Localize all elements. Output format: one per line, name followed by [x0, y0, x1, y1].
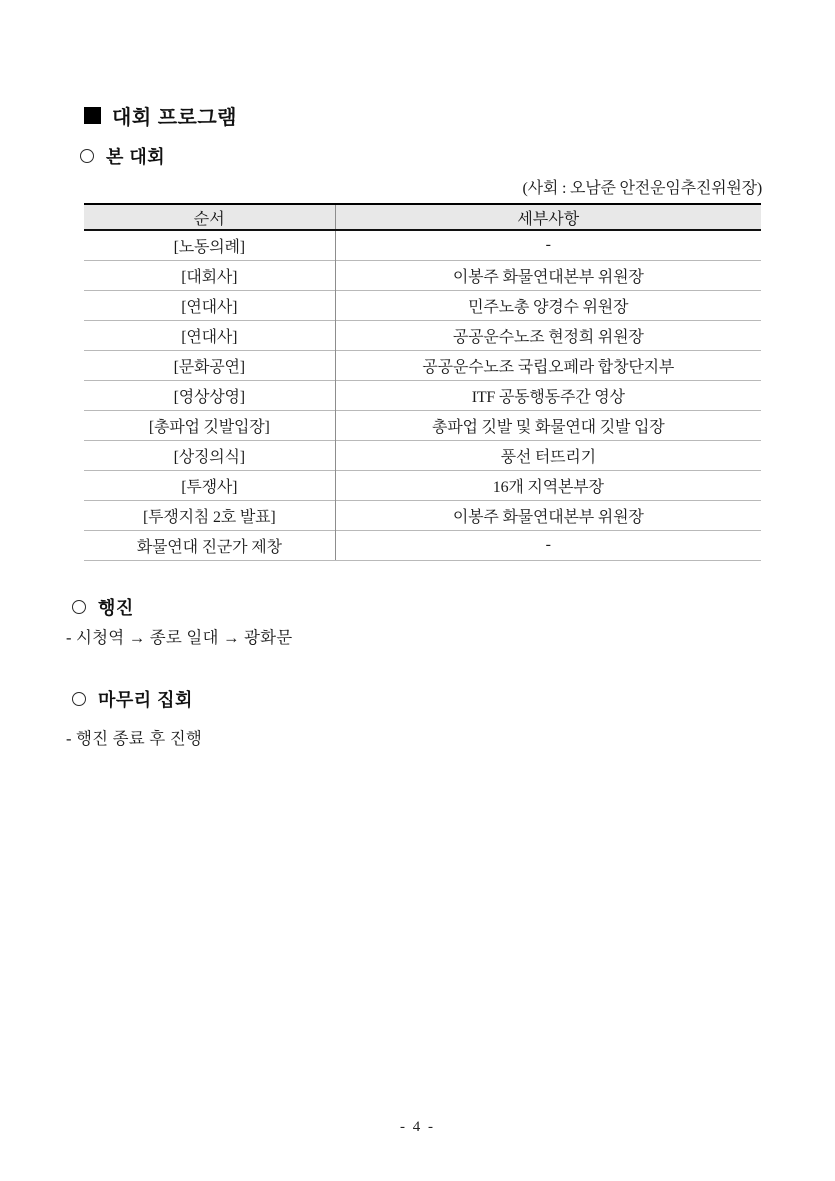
order-cell: [총파업 깃발입장]	[84, 410, 335, 440]
detail-cell: 공공운수노조 국립오페라 합창단지부	[335, 350, 761, 380]
section-heading-main-rally-label: 본 대회	[106, 147, 166, 167]
program-table	[84, 203, 761, 561]
table-row	[84, 500, 761, 530]
order-cell: [문화공연]	[84, 350, 335, 380]
order-cell: [상징의식]	[84, 440, 335, 470]
order-cell: [대회사]	[84, 260, 335, 290]
order-cell: [연대사]	[84, 320, 335, 350]
circle-bullet-icon	[72, 600, 86, 614]
table-row	[84, 440, 761, 470]
table-row	[84, 350, 761, 380]
detail-cell: -	[545, 236, 551, 254]
table-row	[84, 380, 761, 410]
section-heading-march-label: 행진	[98, 598, 134, 618]
circle-bullet-icon	[80, 149, 94, 163]
order-cell: [영상상영]	[84, 380, 335, 410]
detail-cell: ITF 공동행동주간 영상	[335, 380, 761, 410]
march-route-text: - 시청역 → 종로 일대 → 광화문	[66, 628, 293, 647]
column-header-order: 순서	[84, 204, 335, 230]
circle-bullet-icon	[72, 692, 86, 706]
detail-cell: 이봉주 화물연대본부 위원장	[335, 500, 761, 530]
table-row	[84, 260, 761, 290]
table-row	[84, 530, 761, 560]
table-row	[84, 230, 761, 260]
table-row	[84, 470, 761, 500]
detail-cell: 총파업 깃발 및 화물연대 깃발 입장	[335, 410, 761, 440]
detail-cell: 16개 지역본부장	[335, 470, 761, 500]
order-cell: [투쟁사]	[84, 470, 335, 500]
closing-detail-text: - 행진 종료 후 진행	[66, 729, 202, 748]
square-bullet-icon	[84, 107, 101, 124]
program-table-body	[84, 230, 761, 560]
order-cell: [투쟁지침 2호 발표]	[84, 500, 335, 530]
order-cell: [연대사]	[84, 290, 335, 320]
column-header-detail: 세부사항	[335, 204, 761, 230]
detail-cell: 이봉주 화물연대본부 위원장	[335, 260, 761, 290]
order-cell: [노동의례]	[84, 230, 335, 260]
detail-cell: 민주노총 양경수 위원장	[335, 290, 761, 320]
table-row	[84, 320, 761, 350]
detail-cell: 공공운수노조 현정희 위원장	[335, 320, 761, 350]
order-cell: 화물연대 진군가 제창	[84, 530, 335, 560]
detail-cell: -	[335, 530, 761, 560]
detail-cell: 풍선 터뜨리기	[335, 440, 761, 470]
section-heading-closing	[72, 686, 193, 712]
section-heading-march	[72, 594, 134, 620]
page-title-label: 대회 프로그램	[112, 107, 237, 129]
table-row	[84, 410, 761, 440]
section-heading-closing-label: 마무리 집회	[98, 690, 193, 710]
page-number: - 4 -	[400, 1119, 435, 1135]
table-row	[84, 290, 761, 320]
page-title	[84, 101, 237, 130]
table-header-row	[84, 204, 761, 230]
mc-note: (사회 : 오남준 안전운임추진위원장)	[522, 180, 762, 197]
section-heading-main-rally	[80, 143, 165, 169]
